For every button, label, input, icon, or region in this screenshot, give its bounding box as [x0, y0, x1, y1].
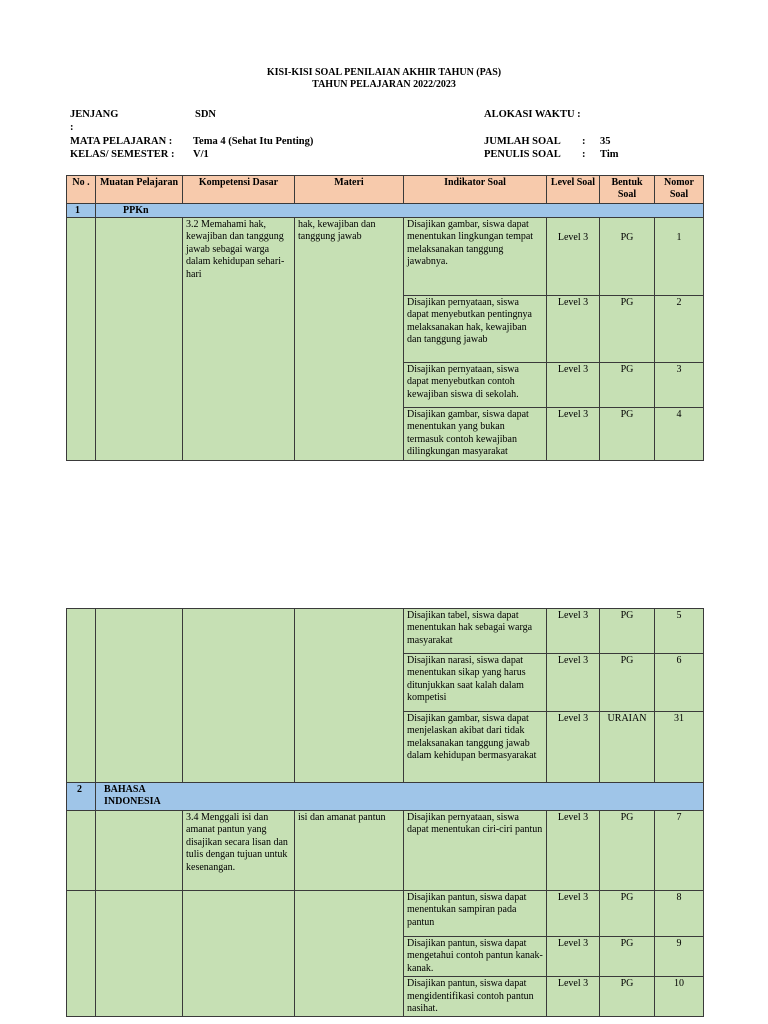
bentuk-cell: PG — [600, 363, 655, 408]
bentuk-cell: PG — [600, 977, 655, 1017]
header-indikator: Indikator Soal — [404, 176, 547, 204]
penulis-value: Tim — [600, 149, 619, 160]
alokasi-label: ALOKASI WAKTU : — [484, 109, 581, 120]
nomor-cell: 6 — [655, 654, 704, 712]
muatan-cell — [96, 609, 183, 783]
document-title: KISI-KISI SOAL PENILAIAN AKHIR TAHUN (PAS) — [266, 67, 502, 78]
no-cell — [67, 218, 96, 461]
indikator-cell: Disajikan narasi, siswa dapat menentukan sikap yang harus ditunjukkan saat kalah dalam kompetisi — [404, 654, 547, 712]
muatan-cell — [96, 218, 183, 461]
level-cell: Level 3 — [547, 609, 600, 654]
kelas-label: KELAS/ SEMESTER : — [70, 149, 175, 160]
materi-cell — [295, 891, 404, 1017]
header-muatan: Muatan Pelajaran — [96, 176, 183, 204]
header-materi: Materi — [295, 176, 404, 204]
bentuk-cell: PG — [600, 937, 655, 977]
header-kd: Kompetensi Dasar — [183, 176, 295, 204]
table-row — [67, 811, 704, 891]
section-row-ppkn — [67, 204, 704, 218]
nomor-cell: 3 — [655, 363, 704, 408]
jumlah-value: 35 — [600, 136, 611, 147]
jenjang-label: JENJANG — [70, 109, 119, 120]
indikator-cell: Disajikan pantun, siswa dapat menentukan sampiran pada pantun — [404, 891, 547, 937]
level-cell: Level 3 — [547, 363, 600, 408]
kisi-table-page-2 — [66, 608, 704, 1017]
no-cell — [67, 811, 96, 891]
indikator-cell: Disajikan pantun, siswa dapat mengidentifikasi contoh pantun nasihat. — [404, 977, 547, 1017]
muatan-cell — [96, 811, 183, 891]
bentuk-cell: PG — [600, 891, 655, 937]
materi-cell: isi dan amanat pantun — [295, 811, 404, 891]
nomor-cell: 10 — [655, 977, 704, 1017]
mapel-value: Tema 4 (Sehat Itu Penting) — [193, 136, 314, 147]
indikator-cell: Disajikan gambar, siswa dapat menentukan lingkungan tempat melaksanakan tanggung jawabnya. — [404, 218, 547, 296]
header-nomor: Nomor Soal — [655, 176, 704, 204]
level-cell: Level 3 — [547, 712, 600, 783]
section-number: 1 — [67, 204, 96, 218]
indikator-cell: Disajikan pernyataan, siswa dapat menyebutkan pentingnya melaksanakan hak, kewajiban dan tanggung jawab — [404, 296, 547, 363]
nomor-cell: 5 — [655, 609, 704, 654]
indikator-cell: Disajikan pernyataan, siswa dapat menentukan ciri-ciri pantun — [404, 811, 547, 891]
indikator-cell: Disajikan gambar, siswa dapat menjelaskan akibat dari tidak melaksanakan tanggung jawab dalam kehidupan bermasyarakat — [404, 712, 547, 783]
kd-cell — [183, 891, 295, 1017]
header-bentuk: Bentuk Soal — [600, 176, 655, 204]
jenjang-value: SDN — [195, 109, 217, 120]
nomor-cell: 7 — [655, 811, 704, 891]
kisi-table-page-1 — [66, 175, 704, 461]
kd-cell: 3.4 Menggali isi dan amanat pantun yang disajikan secara lisan dan tulis dengan tujuan untuk kesenangan. — [183, 811, 295, 891]
document-subtitle: TAHUN PELAJARAN 2022/2023 — [312, 79, 456, 90]
no-cell — [67, 609, 96, 783]
section-number: 2 — [67, 783, 96, 811]
level-cell: Level 3 — [547, 937, 600, 977]
header-level: Level Soal — [547, 176, 600, 204]
jumlah-colon: : — [582, 136, 586, 147]
nomor-cell: 8 — [655, 891, 704, 937]
header-no: No . — [67, 176, 96, 204]
level-cell: Level 3 — [547, 977, 600, 1017]
indikator-cell: Disajikan pernyataan, siswa dapat menyebutkan contoh kewajiban siswa di sekolah. — [404, 363, 547, 408]
bentuk-cell: PG — [600, 811, 655, 891]
kd-cell: 3.2 Memahami hak, kewajiban dan tanggung jawab sebagai warga dalam kehidupan sehari-hari — [183, 218, 295, 461]
bentuk-cell: PG — [600, 296, 655, 363]
section-name — [96, 783, 704, 811]
indikator-cell: Disajikan pantun, siswa dapat mengetahui contoh pantun kanak-kanak. — [404, 937, 547, 977]
section-name: PPKn — [96, 204, 704, 218]
materi-cell — [295, 609, 404, 783]
nomor-cell: 2 — [655, 296, 704, 363]
level-cell: Level 3 — [547, 811, 600, 891]
bentuk-cell: PG — [600, 218, 655, 296]
nomor-cell: 4 — [655, 408, 704, 461]
bentuk-cell: PG — [600, 609, 655, 654]
level-cell: Level 3 — [547, 408, 600, 461]
penulis-colon: : — [582, 149, 586, 160]
bentuk-cell: PG — [600, 654, 655, 712]
section-row-bahasa-indonesia — [67, 783, 704, 811]
bentuk-cell: URAIAN — [600, 712, 655, 783]
table-row — [67, 609, 704, 654]
no-cell — [67, 891, 96, 1017]
section-name-text: BAHASA INDONESIA — [104, 784, 161, 808]
level-cell: Level 3 — [547, 296, 600, 363]
table-row — [67, 218, 704, 296]
indikator-cell: Disajikan tabel, siswa dapat menentukan hak sebagai warga masyarakat — [404, 609, 547, 654]
nomor-cell: 31 — [655, 712, 704, 783]
jumlah-label: JUMLAH SOAL — [484, 136, 561, 147]
indikator-cell: Disajikan gambar, siswa dapat menentukan yang bukan termasuk contoh kewajiban dilingkungan masyarakat — [404, 408, 547, 461]
kelas-value: V/1 — [193, 149, 209, 160]
nomor-cell: 1 — [655, 218, 704, 296]
level-cell: Level 3 — [547, 218, 600, 296]
jenjang-colon: : — [70, 122, 74, 133]
bentuk-cell: PG — [600, 408, 655, 461]
table-row — [67, 891, 704, 937]
table-header-row — [67, 176, 704, 204]
penulis-label: PENULIS SOAL — [484, 149, 561, 160]
muatan-cell — [96, 891, 183, 1017]
level-cell: Level 3 — [547, 654, 600, 712]
nomor-cell: 9 — [655, 937, 704, 977]
kd-cell — [183, 609, 295, 783]
materi-cell: hak, kewajiban dan tanggung jawab — [295, 218, 404, 461]
mapel-label: MATA PELAJARAN : — [70, 136, 173, 147]
level-cell: Level 3 — [547, 891, 600, 937]
